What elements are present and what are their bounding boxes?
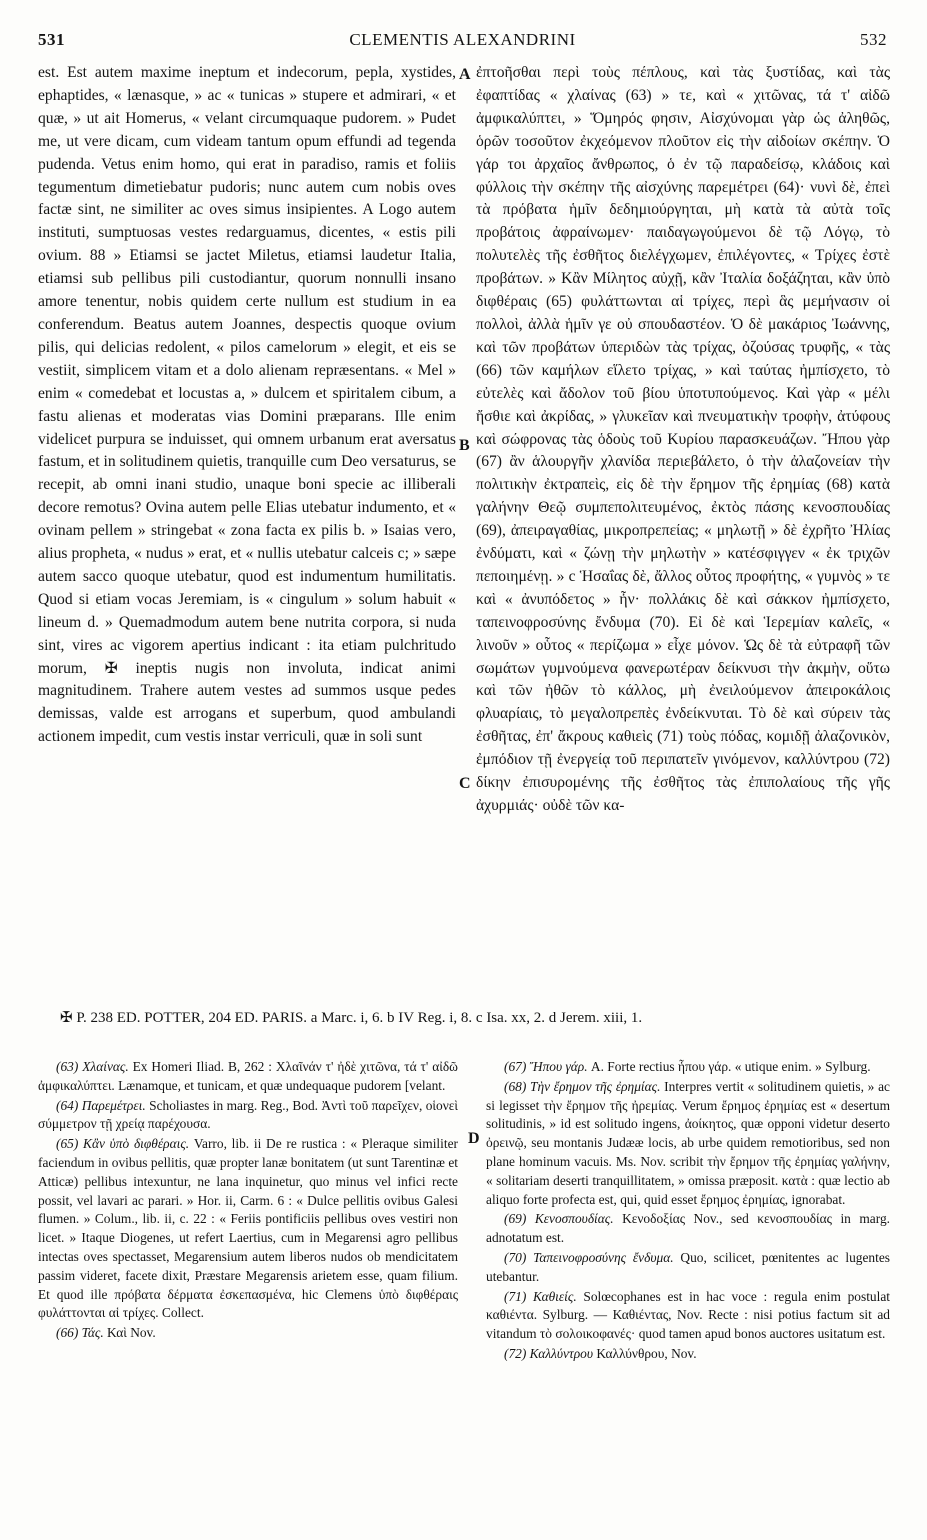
- greek-column: ἐπτοῆσθαι περὶ τοὺς πέπλους, καὶ τὰς ξυστίδας, καὶ τὰς ἐφαπτίδας « χλαίνας (63) » τε, καὶ « χιτῶνας, τά τ' αἰδῶ ἀμφικαλύπτει, » Ὅμηρός φησιν, Αἰσχύνομαι γὰρ ὡς ἀληθῶς, ὁρῶν τοσοῦτον ἐκχεόμενον πλοῦτον εἰς τὴν αἰδοίων σκέπην. Ὁ γάρ τοι ἀρχαῖος ἄνθρωπος, ὁ ἐν τῷ παραδείσῳ, κλάδοις καὶ φύλλοις τὴν σκέπην τῆς αἰσχύνης παρεμέτρει (64)· νυνὶ δὲ, ἐπεὶ τὰ πρόβατα ἡμῖν δεδημιούργηται, μὴ κατὰ τὰ αὐτὰ τοῖς προβάτοις ἀφραίνωμεν· παιδαγωγούμενοι δὲ τῷ Λόγῳ, τὸ πολυτελὲς τῆς ἐσθῆτος διελέγχωμεν, ἐπιλέγοντες, « Τρίχες ἐστὲ προβάτων. » Κἂν Μίλητος αὐχῇ, κἂν Ἰταλία δοξάζηται, κἂν ὑπὸ διφθέραις (65) φυλάττωνται αἱ τρίχες, περὶ ἃς μεμήνασιν οἱ πολλοὶ, ἀλλὰ ἡμῖν γε οὐ σπουδαστέον. Ὁ δὲ μακάριος Ἰωάννης, καὶ τῶν προβάτων ὑπεριδὼν τὰς τρίχας, ὀζούσας τρυφῆς, « τὰς (66) τῶν καμήλων εἵλετο τρίχας, » καὶ ταύτας ἠμπίσχετο, τὸ εὐτελὲς καὶ ἄδολον τοῦ βίου ὑποτυπούμενος. Καὶ γὰρ « μέλι ἤσθιε καὶ ἀκρίδας, » γλυκεῖαν καὶ πνευματικὴν τροφὴν, ἀτύφους καὶ σώφρονας τὰς ὁδοὺς τοῦ Κυρίου παρασκευάζων. Ἤπου γὰρ (67) ἂν ἁλουργῆν χλανίδα περιεβάλετο, ὁ τὴν ἀλαζονείαν τὴν πολιτικὴν ἐκτραπεὶς, εἰς δὲ τὴν ἔρημον τῆς ἐρημίας (68) κατὰ γαλήνην Θεῷ συμπεπολιτευμένος, ἐκτὸς πάσης κενοσπουδίας (69), ἀπειραγαθίας, μικροπρεπείας; « μηλωτῇ » δὲ ἐχρῆτο Ἠλίας ἐνδύματι, καὶ « ζώνῃ τὴν μηλωτὴν » κατέσφιγγεν « ἐκ τριχῶν πεποιημένῃ. » c Ἡσαΐας δὲ, ἄλλος οὗτος προφήτης, « γυμνὸς » τε καὶ « ἀνυπόδετος » ἦν· πολλάκις δὲ καὶ σάκκον ἠμπίσχετο, ταπεινοφροσύνης ἔνδυμα (70). Εἰ δὲ καὶ Ἱερεμίαν καλεῖς, « λινοῦν » οὗτος « περίζωμα » εἶχε μόνον. Ὡς δὲ τὰ εὐτραφῆ τῶν σωμάτων γυμνούμενα φανερωτέραν δείκνυσι τὴν ἀκμὴν, οὕτω καὶ τῶν ἠθῶν τὸ κάλλος, μὴ ἐνειλούμενον ἀπειροκάλοις φλυαρίαις, τὸ μεγαλοπρεπὲς ἐνδείκνυται. Τὸ δὲ καὶ σύρειν τὰς ἐσθῆτας, ἐπ' ἄκρους καθιεὶς (71) τοὺς πόδας, κομιδῇ ἀλαζονικὸν, ἐμπόδιον τῇ ἐνεργείᾳ τοῦ περιπατεῖν γινόμενον, καλλύντρου (72) δίκην ἐπισυρομένης τῆς ἐσθῆτος τὰς ἐπιπολαίους τῆς γῆς ἀχυρμιάς· οὐδὲ τῶν κα-: [476, 64, 890, 814]
- footnotes-left: [38, 1058, 458, 1344]
- footnote-text: Quo, scilicet, pœnitentes ac lugentes utebantur.: [486, 1249, 890, 1284]
- footnote-lemma: (65) Κἂν ὑπὸ διφθέραις.: [56, 1136, 190, 1152]
- page-number-left: 531: [38, 30, 65, 49]
- footnote: [486, 1345, 890, 1364]
- footnote-lemma: (68) Τὴν ἔρημον τῆς ἐρημίας.: [504, 1078, 661, 1094]
- footnote-text: Varro, lib. ii De re rustica : « Pleraque similiter faciendum in ovibus pellitis, quæ propter lanæ bonitatem (ut sunt Tarentinæ et Atticæ) pellibus intexuntur, ne lana inquinetur, quo minus vel infici recte possit, vel lavari ac parari. » Hor. ii, Carm. 6 : « Dulce pellitis ovibus Galesi flumen. » Colum., lib. ii, c. 22 : « Feriis pontificiis pellibus oves vestiri non licet. » Itaque Diogenes, ut refert Laertius, cum in Megarensi agro pellibus intectas oves spectasset, Megarensium autem liberos nudos ob mendicitatem passim videret, facete dixit, Præstare Megarensis arietem esse, quam filium. Et quod ille πρόβατα δέρματα ἐσκεπασμένα, hic Clemens ὑπὸ διφθέραις φυλάττονται αἱ τρίχες. Collect.: [38, 1136, 458, 1321]
- column-marker-a: A: [459, 66, 471, 83]
- latin-column: est. Est autem maxime ineptum et indecorum, pepla, xystides, ephaptides, « lænasque, » ac « tunicas » stupere et admirari, « et quæ, » ut ait Homerus, « velant circumquaque pudorem. » Pudet me, ut vere dicam, cum videam tantum opum effundi ad tegenda pudenda. Vetus enim homo, qui erat in paradiso, ramis et foliis tegumentum dimetiebatur pudoris; nunc autem cum nobis oves factæ sint, ne similiter ac oves simus insipientes. A Logo autem instituti, sumptuosas vestes redarguamus, dicentes, « estis pili ovium. 88 » Etiamsi se jactet Miletus, etiamsi laudetur Italia, etiamsi sub pellibus pili custodiantur, quorum nonnulli insano amore tenentur, nobis quidem certe nullum est studium in ea conferendum. Beatus autem Joannes, despectis quoque ovium pilis, qui delicias redolent, « pilos camelorum » elegit, et eis se vestiit, simplicem vitam et a dolo alienam repræsentans. « Mel » enim « comedebat et locustas a, » dulcem et spiritalem cibum, a fastu alienas et moderatas vias Domini præparans. Ille enim videlicet purpura se induisset, qui omnem urbanum erat aversatus fastum, et in solitudinem quietis, tranquille cum Deo versaturus, se recepit, ab omni inani studio, unaque boni specie ac illiberali decore remotus? Ovina autem pelle Elias utebatur indumento, et « ovinam pellem » stringebat « zona facta ex pilis b. » Isaias vero, alius propheta, « nudus » erat, et « nullis utebatur calceis c; » sæpe autem sacco quoque utebatur, quod est indumentum humilitatis. Quod si etiam vocas Jeremiam, is « cingulum » solum habuit « lineum d. » Quemadmodum autem bene nutrita corpora, si nuda sint, vires ac vigorem apertius indicant : ita etiam pulchritudo morum, ✠ ineptis nugis non involuta, indicat animi magnitudinem. Trahere autem vestes ad summos usque pedes demissas, valde est arrogans et superbum, quod ambulandi actionem impedit, cum vestis instar verriculi, quæ in soli sunt: [38, 64, 456, 746]
- footnote: [486, 1058, 890, 1077]
- column-marker-d: D: [468, 1130, 480, 1147]
- footnote-lemma: (66) Τάς.: [56, 1325, 104, 1341]
- footnote-lemma: (63) Χλαίνας.: [56, 1059, 129, 1074]
- footnote-lemma: (69) Κενοσπουδίας.: [504, 1211, 614, 1227]
- footnote-text: Ex Homeri Iliad. B, 262 : Χλαῖνάν τ' ἠδὲ χιτῶνα, τά τ' αἰδῶ ἀμφικαλύπτει. Lænamque, et tunicam, et quæ undequaque pudorem [velant.: [38, 1059, 458, 1093]
- footnote-lemma: (72) Καλλύντρου: [504, 1345, 593, 1361]
- column-marker-b: B: [459, 437, 470, 454]
- running-header: [38, 30, 887, 56]
- footnote-lemma: (64) Παρεμέτρει.: [56, 1097, 146, 1113]
- column-marker-c: C: [459, 775, 471, 792]
- footnote: [38, 1135, 458, 1323]
- footnote: [38, 1324, 458, 1343]
- edition-note: ✠ P. 238 ED. POTTER, 204 ED. PARIS. a Marc. i, 6. b IV Reg. i, 8. c Isa. xx, 2. d Jerem. xiii, 1.: [60, 1010, 643, 1026]
- footnote-lemma: (71) Καθιείς.: [504, 1288, 577, 1304]
- footnote-lemma: (70) Ταπεινοφροσύνης ἔνδυμα.: [504, 1249, 674, 1265]
- footnote-text: Scholiastes in marg. Reg., Bod. Ἀντὶ τοῦ παρεῖχεν, οἱονεὶ σύμμετρον τῇ χρείᾳ παρέχουσα.: [38, 1097, 458, 1132]
- footnote: [38, 1097, 458, 1135]
- footnote: [486, 1078, 890, 1210]
- footnote: [486, 1288, 890, 1344]
- footnote: [486, 1210, 890, 1248]
- footnote-lemma: (67) Ἤπου γάρ.: [504, 1059, 588, 1074]
- footnotes-right: [486, 1058, 890, 1365]
- footnote: [486, 1249, 890, 1287]
- footnote-text: Καλλύνθρου, Nov.: [592, 1345, 697, 1361]
- footnote-text: A. Forte rectius ἦπου γάρ. « utique enim. » Sylburg.: [587, 1059, 871, 1074]
- footnote-text: Καὶ Nov.: [103, 1325, 156, 1341]
- footnote-text: Κενοδοξίας Nov., sed κενοσπουδίας in marg. adnotatum est.: [486, 1211, 890, 1246]
- footnote: [38, 1058, 458, 1096]
- footnote-text: Interpres vertit « solitudinem quietis, » ac si legisset τὴν ἔρημον τῆς ἠρεμίας. Verum ἔρημος ἐρημίας est « desertum solitudinis, » id est solitudo ingens, ἀοίκητος, quæ opponi videtur deserto ὀρεινῷ, seu montanis Judææ locis, ab urbe quidem remotioribus, sed non plane hominum vacuis. Ms. Nov. scribit τὴν ἔρημον τῆς ἐρημίας γαλήνην, « solitariam deserti tranquillitatem, » omissa præposit. κατὰ : quæ lectio ab aliquo forte profecta est, qui, quid esset ἔρημος ἐρημίας, ignorabat.: [486, 1078, 890, 1207]
- footnote-text: Solœcophanes est in hac voce : regula enim postulat καθιέντα. Sylburg. — Καθιέντας, Nov. Recte : nisi potius factum sit ad vitandum τὸ σολοικοφανές· quod tamen apud bonos auctores usitatum est.: [486, 1288, 890, 1342]
- page-number-right: 532: [860, 30, 887, 49]
- running-title: CLEMENTIS ALEXANDRINI: [349, 30, 576, 49]
